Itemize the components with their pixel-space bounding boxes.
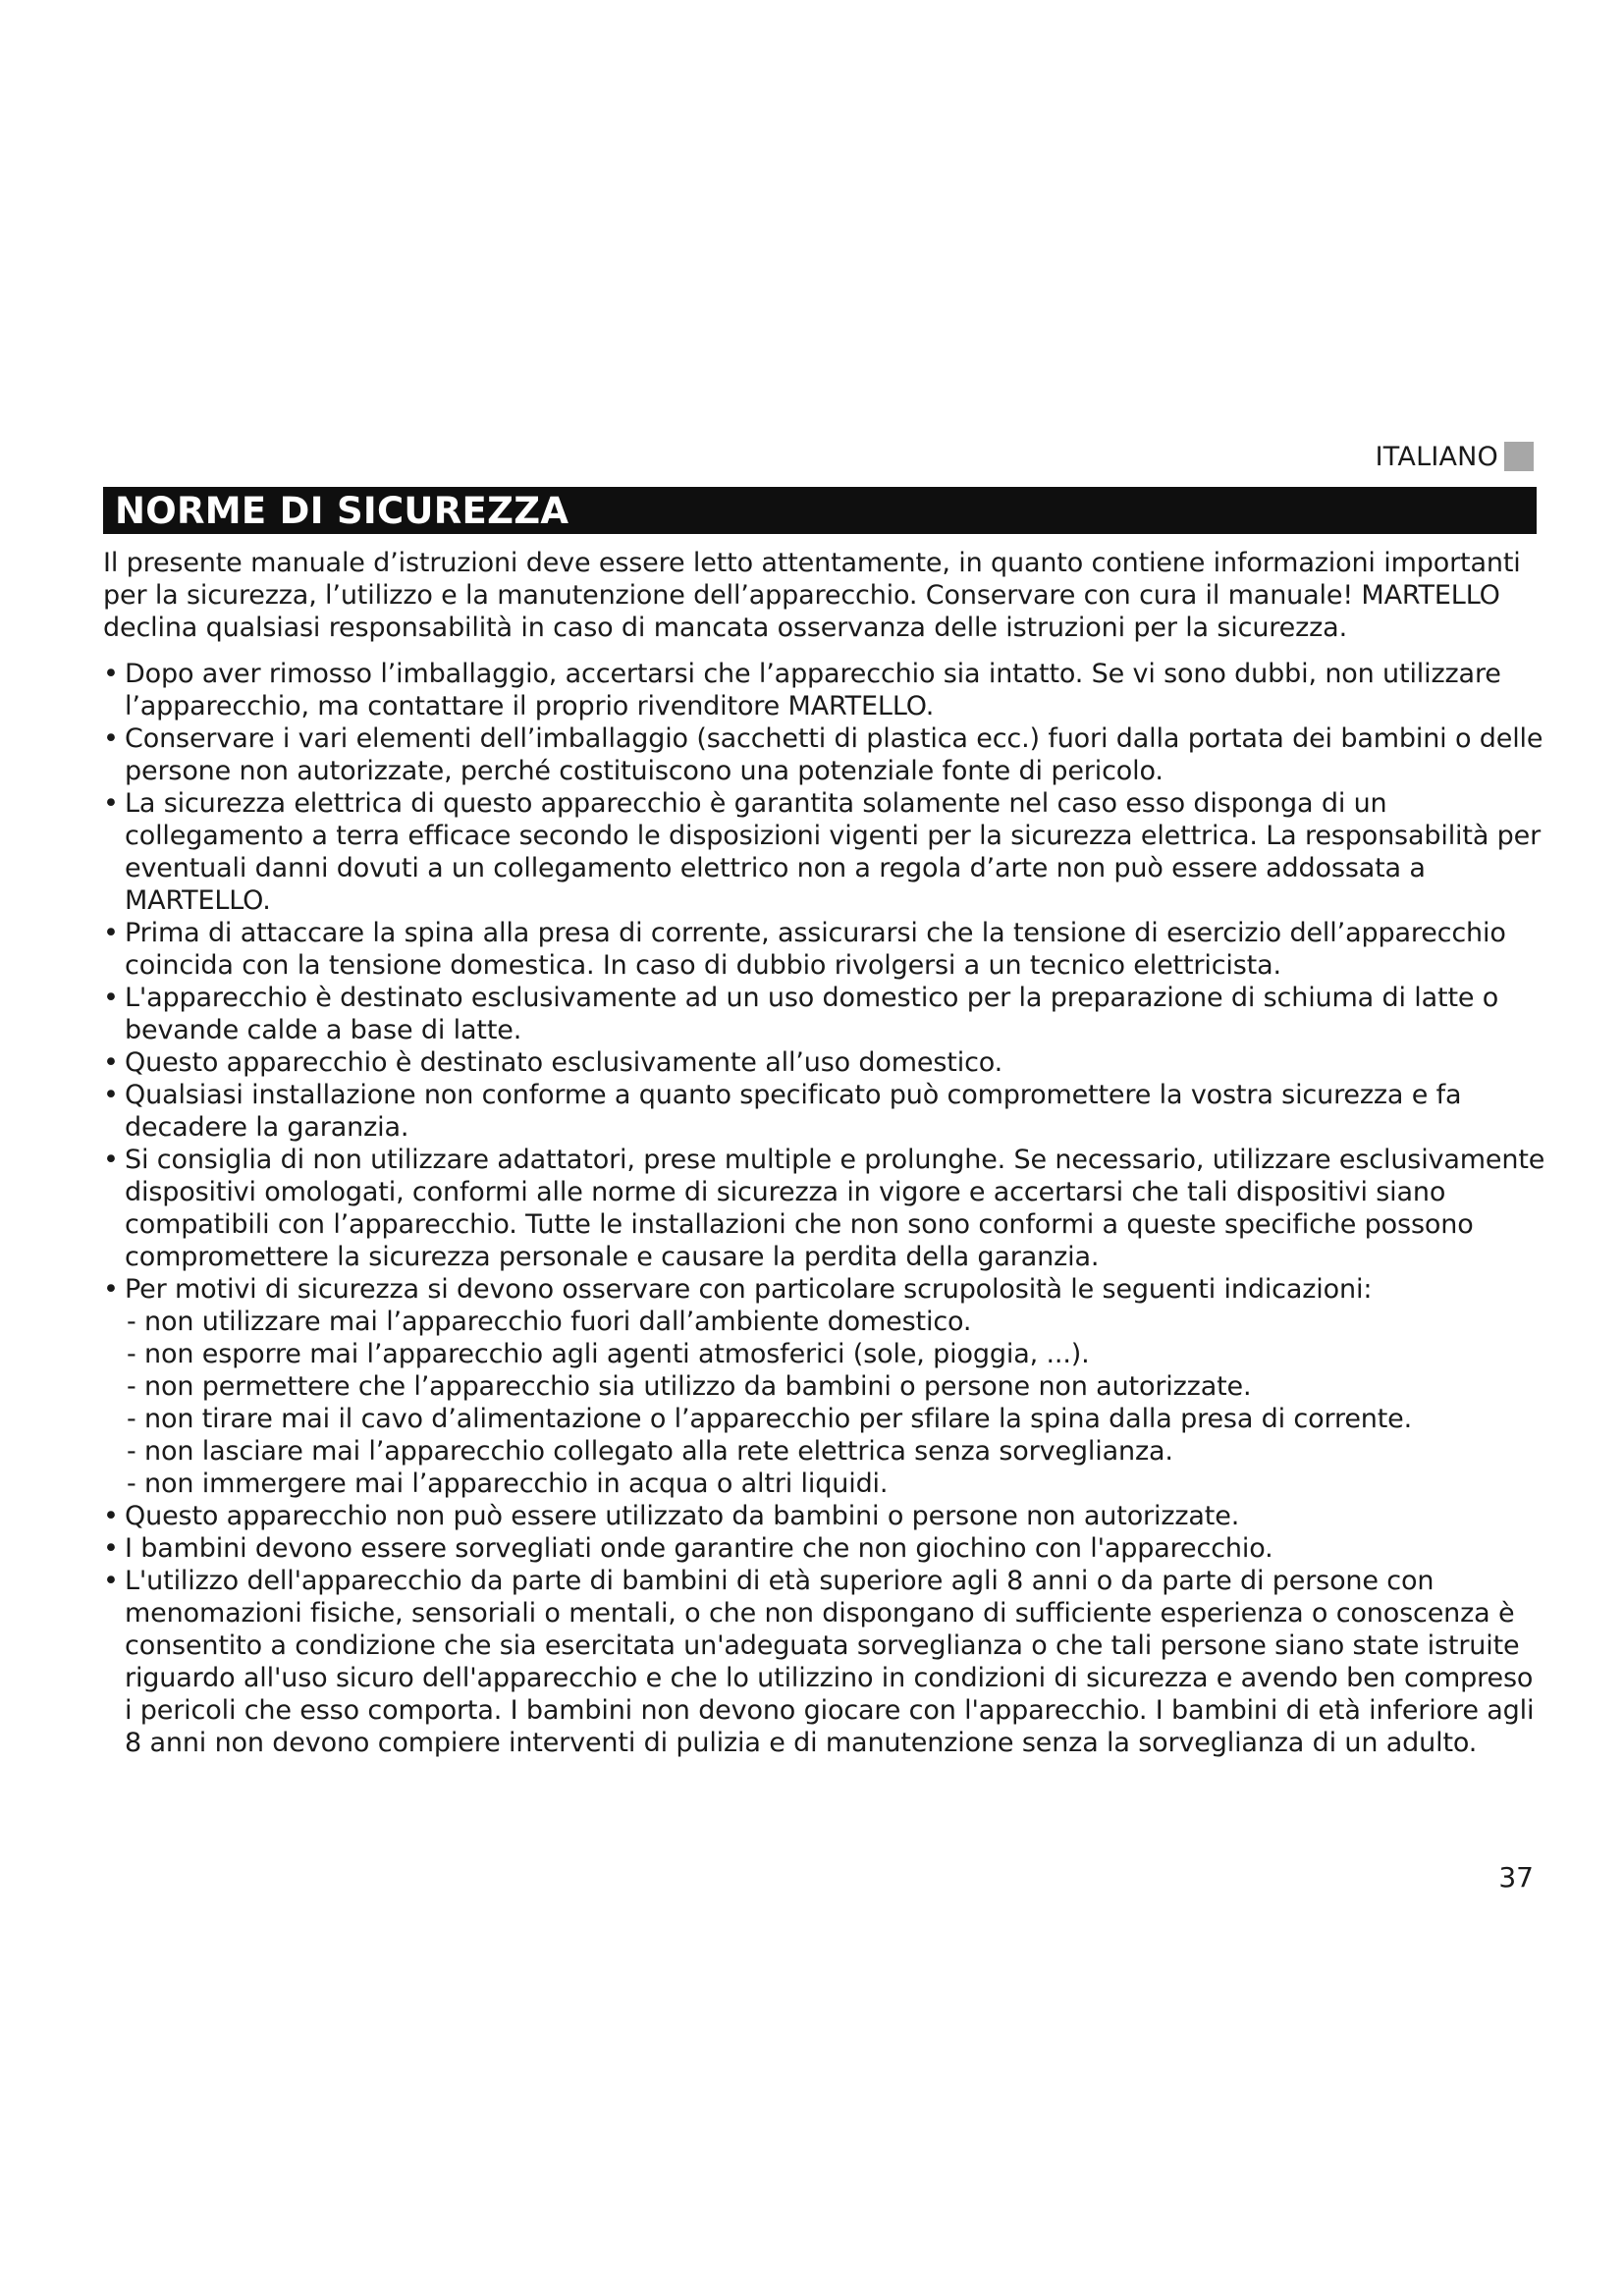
- language-tag: [1376, 440, 1534, 473]
- page-number: 37: [1498, 1861, 1534, 1894]
- safety-subitem-3: - non permettere che l’apparecchio sia utilizzo da bambini o persone non autorizzate.: [125, 1370, 1546, 1403]
- section-title-bar: [103, 487, 1537, 534]
- safety-item-8: • Si consiglia di non utilizzare adattatori, prese multiple e prolunghe. Se necessario, utilizzare esclusivamente dispositivi omologati, conformi alle norme di sicurezza in vigore e accertarsi che tali dispositivi siano compatibili con l’apparecchio. Tutte le installazioni che non sono conformi a queste specifiche possono compromettere la sicurezza personale e causare la perdita della garanzia.: [103, 1144, 1546, 1273]
- safety-item-1: • Dopo aver rimosso l’imballaggio, accertarsi che l’apparecchio sia intatto. Se vi sono dubbi, non utilizzare l’apparecchio, ma contattare il proprio rivenditore MARTELLO.: [103, 658, 1546, 722]
- safety-item-6: • Questo apparecchio è destinato esclusivamente all’uso domestico.: [103, 1046, 1546, 1079]
- safety-item-2: • Conservare i vari elementi dell’imballaggio (sacchetti di plastica ecc.) fuori dalla portata dei bambini o delle persone non autorizzate, perché costituiscono una potenziale fonte di pericolo.: [103, 722, 1546, 787]
- safety-item-9-text: Per motivi di sicurezza si devono osservare con particolare scrupolosità le seguenti indicazioni:: [125, 1274, 1373, 1305]
- language-square-icon: [1504, 442, 1534, 471]
- safety-item-9: [103, 1273, 1546, 1500]
- intro-paragraph: Il presente manuale d’istruzioni deve essere letto attentamente, in quanto contiene informazioni importanti per la sicurezza, l’utilizzo e la manutenzione dell’apparecchio. Conservare con cura il manuale! MARTELLO declina qualsiasi responsabilità in caso di mancata osservanza delle istruzioni per la sicurezza.: [103, 548, 1521, 643]
- safety-subitem-2: - non esporre mai l’apparecchio agli agenti atmosferici (sole, pioggia, ...).: [125, 1338, 1546, 1370]
- section-title: NORME DI SICUREZZA: [115, 489, 569, 532]
- safety-subitem-6: - non immergere mai l’apparecchio in acqua o altri liquidi.: [125, 1468, 1546, 1500]
- safety-item-5: • L'apparecchio è destinato esclusivamente ad un uso domestico per la preparazione di schiuma di latte o bevande calde a base di latte.: [103, 982, 1546, 1046]
- safety-subitem-5: - non lasciare mai l’apparecchio collegato alla rete elettrica senza sorveglianza.: [125, 1435, 1546, 1468]
- safety-sublist: [125, 1306, 1546, 1500]
- safety-subitem-4: - non tirare mai il cavo d’alimentazione o l’apparecchio per sfilare la spina dalla presa di corrente.: [125, 1403, 1546, 1435]
- safety-item-4: • Prima di attaccare la spina alla presa di corrente, assicurarsi che la tensione di esercizio dell’apparecchio coincida con la tensione domestica. In caso di dubbio rivolgersi a un tecnico elettricista.: [103, 917, 1546, 982]
- safety-item-11: • I bambini devono essere sorvegliati onde garantire che non giochino con l'apparecchio.: [103, 1532, 1546, 1565]
- safety-item-3: • La sicurezza elettrica di questo apparecchio è garantita solamente nel caso esso disponga di un collegamento a terra efficace secondo le disposizioni vigenti per la sicurezza elettrica. La responsabilità per eventuali danni dovuti a un collegamento elettrico non a regola d’arte non può essere addossata a MARTELLO.: [103, 787, 1546, 917]
- language-label: ITALIANO: [1375, 441, 1498, 472]
- safety-item-7: • Qualsiasi installazione non conforme a quanto specificato può compromettere la vostra sicurezza e fa decadere la garanzia.: [103, 1079, 1546, 1144]
- safety-subitem-1: - non utilizzare mai l’apparecchio fuori dall’ambiente domestico.: [125, 1306, 1546, 1338]
- safety-item-12: • L'utilizzo dell'apparecchio da parte di bambini di età superiore agli 8 anni o da parte di persone con menomazioni fisiche, sensoriali o mentali, o che non dispongano di sufficiente esperienza o conoscenza è consentito a condizione che sia esercitata un'adeguata sorveglianza o che tali persone siano state istruite riguardo all'uso sicuro dell'apparecchio e che lo utilizzino in condizioni di sicurezza e avendo ben compreso i pericoli che esso comporta. I bambini non devono giocare con l'apparecchio. I bambini di età inferiore agli 8 anni non devono compiere interventi di pulizia e di manutenzione senza la sorveglianza di un adulto.: [103, 1565, 1546, 1759]
- safety-item-10: • Questo apparecchio non può essere utilizzato da bambini o persone non autorizzate.: [103, 1500, 1546, 1532]
- safety-list: [103, 658, 1546, 1759]
- document-body: [103, 547, 1546, 1759]
